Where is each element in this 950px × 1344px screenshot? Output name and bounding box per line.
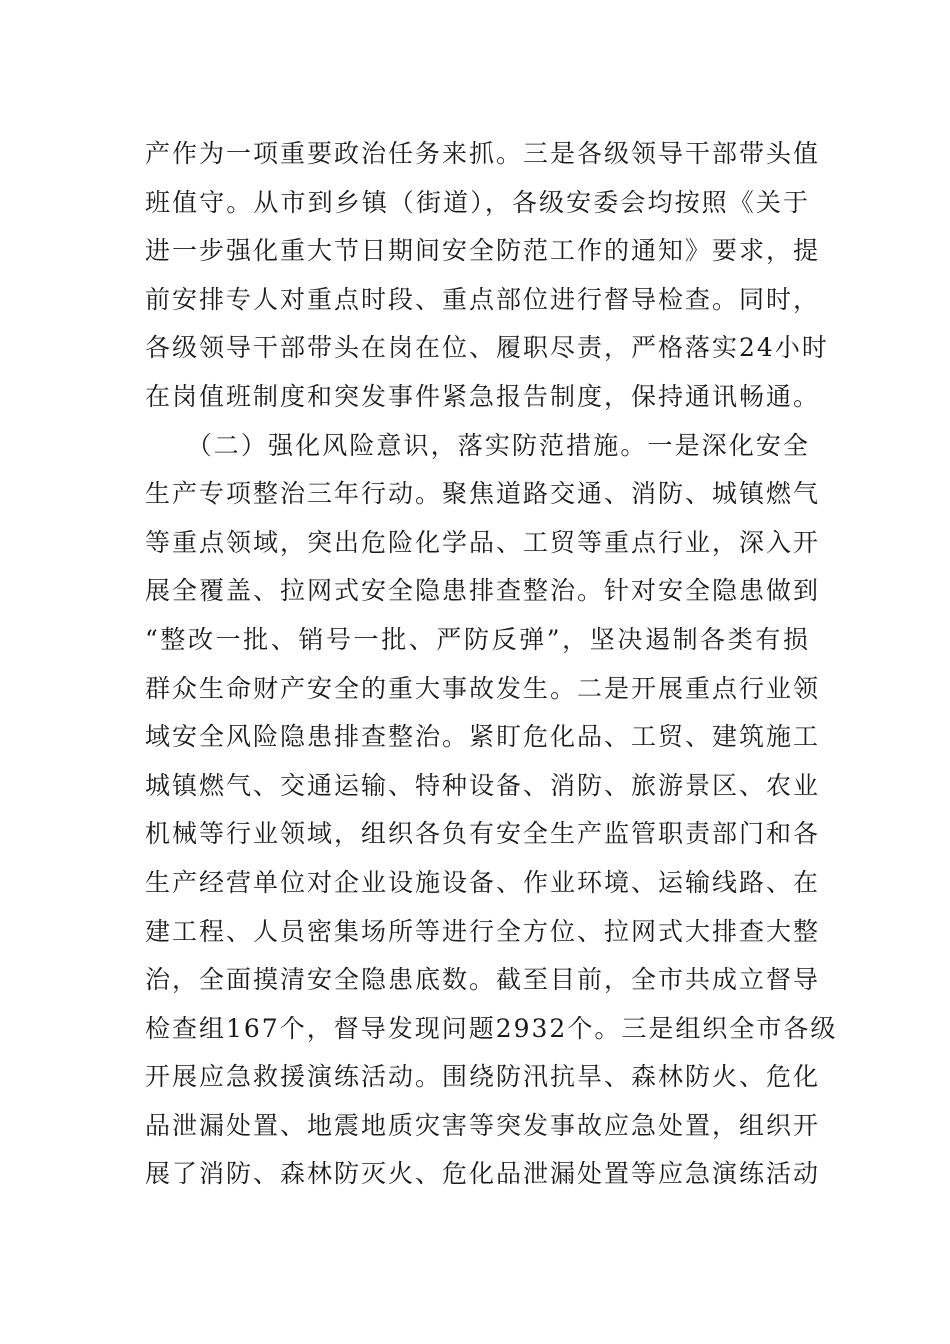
text-line: 各级领导干部带头在岗在位、履职尽责，严格落实24小时 (145, 333, 829, 363)
text-line: 域安全风险隐患排查整治。紧盯危化品、工贸、建筑施工 (145, 722, 821, 752)
text-line: 展了消防、森林防灭火、危化品泄漏处置等应急演练活动 (145, 1159, 821, 1189)
text-line: 检查组167个，督导发现问题2932个。三是组织全市各级 (145, 1013, 838, 1043)
text-line: 前安排专人对重点时段、重点部位进行督导检查。同时， (145, 284, 821, 314)
text-line: 建工程、人员密集场所等进行全方位、拉网式大排查大整 (145, 916, 821, 946)
text-line: 品泄漏处置、地震地质灾害等突发事故应急处置，组织开 (145, 1110, 821, 1140)
text-line: 治，全面摸清安全隐患底数。截至目前，全市共成立督导 (145, 965, 821, 995)
text-line: 展全覆盖、拉网式安全隐患排查整治。针对安全隐患做到 (145, 576, 821, 606)
text-line: 在岗值班制度和突发事件紧急报告制度，保持通讯畅通。 (145, 381, 821, 411)
text-line: 城镇燃气、交通运输、特种设备、消防、旅游景区、农业 (145, 770, 821, 800)
text-line: “整改一批、销号一批、严防反弹”，坚决遏制各类有损 (145, 624, 810, 654)
text-line: 进一步强化重大节日期间安全防范工作的通知》要求，提 (145, 236, 821, 266)
text-line: 班值守。从市到乡镇（街道），各级安委会均按照《关于 (145, 187, 810, 217)
text-line: （二）强化风险意识，落实防范措施。一是深化安全 (145, 430, 810, 460)
text-line: 等重点领域，突出危险化学品、工贸等重点行业，深入开 (145, 527, 821, 557)
body-text (145, 130, 838, 1199)
text-line: 机械等行业领域，组织各负有安全生产监管职责部门和各 (145, 819, 821, 849)
text-line: 开展应急救援演练活动。围绕防汛抗旱、森林防火、危化 (145, 1062, 821, 1092)
text-line: 生产经营单位对企业设施设备、作业环境、运输线路、在 (145, 867, 821, 897)
text-line: 产作为一项重要政治任务来抓。三是各级领导干部带头值 (145, 139, 821, 168)
text-line: 生产专项整治三年行动。聚焦道路交通、消防、城镇燃气 (145, 479, 821, 509)
text-line: 群众生命财产安全的重大事故发生。二是开展重点行业领 (145, 673, 821, 703)
